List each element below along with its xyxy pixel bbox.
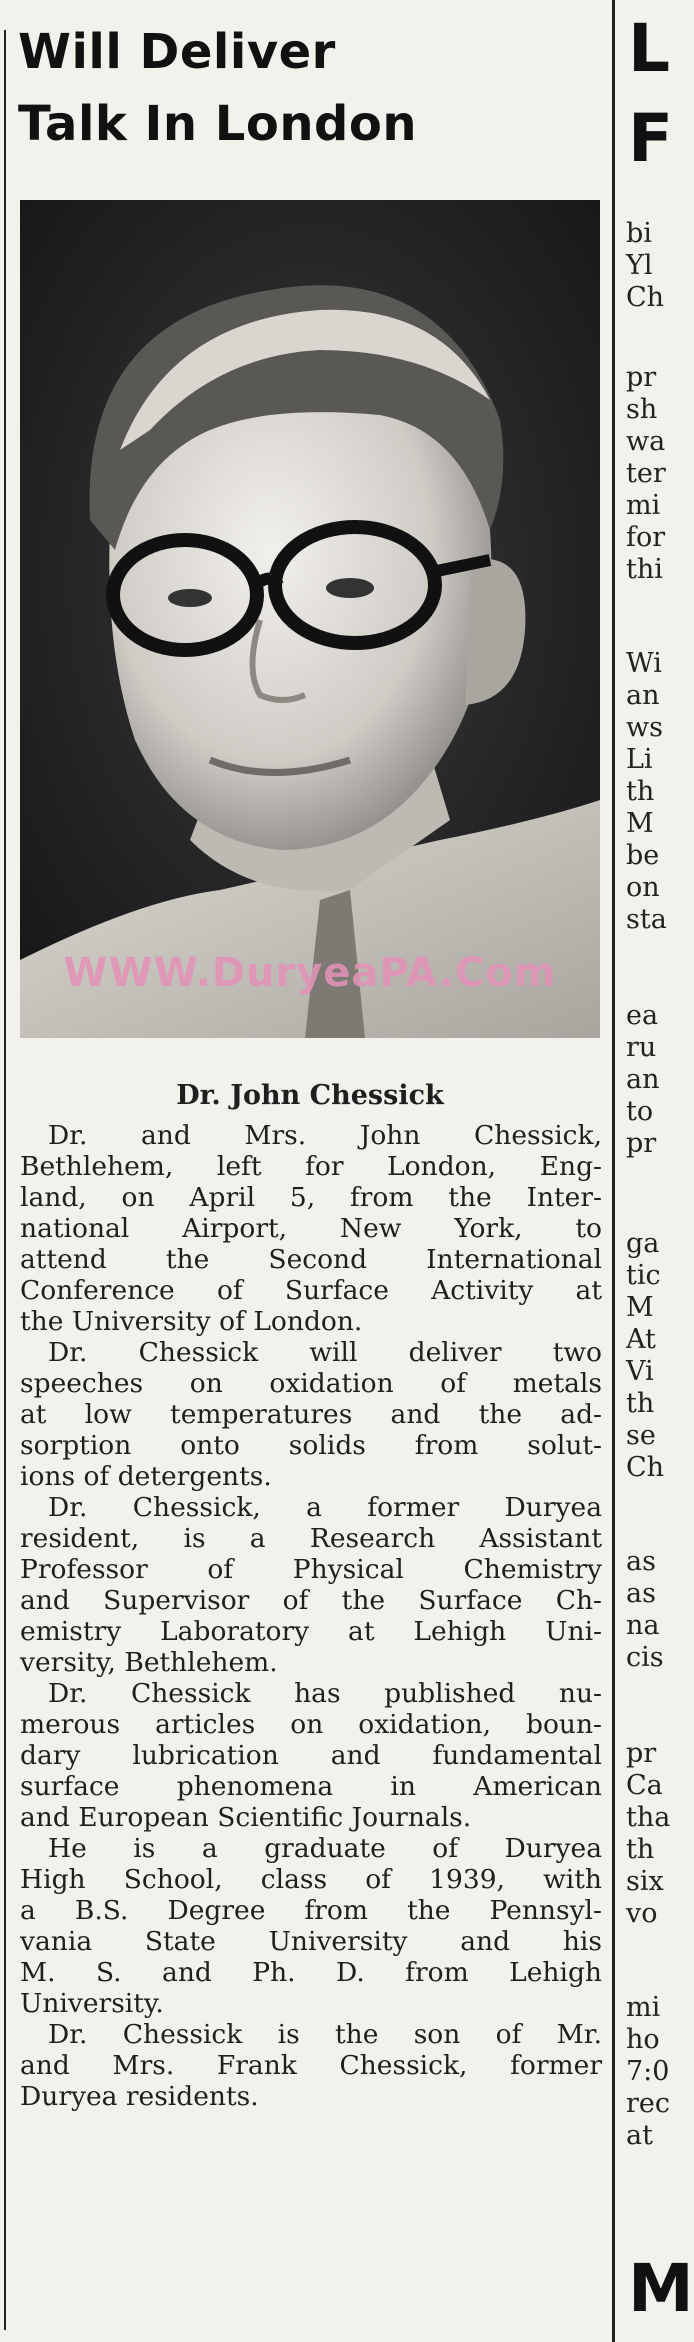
text-line: sorption onto solids from solut- <box>20 1430 602 1461</box>
paragraph-5 <box>20 1833 602 2019</box>
text-line: resident, is a Research Assistant <box>20 1523 602 1554</box>
text-line: Duryea residents. <box>20 2081 259 2112</box>
photo-caption: Dr. John Chessick <box>176 1080 444 1111</box>
text-line: and European Scientific Journals. <box>20 1802 472 1833</box>
text-line: vania State University and his <box>20 1926 602 1957</box>
left-column-rule <box>4 30 6 2330</box>
text-line: Dr. Chessick is the son of Mr. <box>48 2019 602 2050</box>
adjacent-text-fragment: ws <box>626 712 663 743</box>
headline-line-2: Talk In London <box>18 96 418 152</box>
headline <box>18 16 608 160</box>
adjacent-text-fragment: pr <box>626 362 657 393</box>
adjacent-text-fragment: At <box>626 1324 656 1355</box>
adjacent-text-fragment: mi <box>626 1992 661 2023</box>
adjacent-text-fragment: an <box>626 1064 660 1095</box>
adjacent-text-fragment: on <box>626 872 660 903</box>
adjacent-text-fragment: Yl <box>626 250 653 281</box>
adjacent-text-fragment: pr <box>626 1128 657 1159</box>
adjacent-text-fragment: ru <box>626 1032 657 1063</box>
adjacent-text-fragment: an <box>626 680 660 711</box>
adjacent-text-fragment: be <box>626 840 660 871</box>
article-body <box>20 1120 602 2112</box>
adjacent-text-fragment: th <box>626 776 655 807</box>
text-line: Dr. and Mrs. John Chessick, <box>48 1120 602 1151</box>
adjacent-text-fragment: 7:0 <box>626 2056 670 2087</box>
text-line: land, on April 5, from the Inter- <box>20 1182 602 1213</box>
adjacent-text-fragment: tha <box>626 1802 671 1833</box>
text-line: national Airport, New York, to <box>20 1213 602 1244</box>
text-line: emistry Laboratory at Lehigh Uni- <box>20 1616 602 1647</box>
adjacent-text-fragment: th <box>626 1834 655 1865</box>
adjacent-text-fragment: Vi <box>626 1356 654 1387</box>
adjacent-text-fragment: ea <box>626 1000 659 1031</box>
text-line: Dr. Chessick has published nu- <box>48 1678 602 1709</box>
text-line: Bethlehem, left for London, Eng- <box>20 1151 602 1182</box>
watermark: WWW.DuryeaPA.Com <box>63 950 557 996</box>
portrait-photo <box>20 200 600 1038</box>
adjacent-text-fragment: ga <box>626 1228 660 1259</box>
text-line: a B.S. Degree from the Pennsyl- <box>20 1895 602 1926</box>
adjacent-text-fragment: Li <box>626 744 653 775</box>
paragraph-1 <box>20 1120 602 1337</box>
paragraph-4 <box>20 1678 602 1833</box>
paragraph-2 <box>20 1337 602 1492</box>
adjacent-text-fragment: sh <box>626 394 658 425</box>
paragraph-6 <box>20 2019 602 2112</box>
adjacent-text-fragment: thi <box>626 554 663 585</box>
text-line: Professor of Physical Chemistry <box>20 1554 602 1585</box>
adjacent-text-fragment: se <box>626 1420 656 1451</box>
text-line: M. S. and Ph. D. from Lehigh <box>20 1957 602 1988</box>
adjacent-text-fragment: cis <box>626 1642 664 1673</box>
adjacent-text-fragment: Ca <box>626 1770 663 1801</box>
adjacent-text-fragment: pr <box>626 1738 657 1769</box>
text-line: versity, Bethlehem. <box>20 1647 278 1678</box>
text-line: the University of London. <box>20 1306 363 1337</box>
adjacent-text-fragment: rec <box>626 2088 671 2119</box>
text-line: speeches on oxidation of metals <box>20 1368 602 1399</box>
text-line: at low temperatures and the ad- <box>20 1399 602 1430</box>
text-line: High School, class of 1939, with <box>20 1864 602 1895</box>
text-line: He is a graduate of Duryea <box>48 1833 602 1864</box>
adjacent-text-fragment: Ch <box>626 282 665 313</box>
text-line: and Mrs. Frank Chessick, former <box>20 2050 602 2081</box>
adjacent-text-fragment: M <box>626 1292 654 1323</box>
text-line: Conference of Surface Activity at <box>20 1275 602 1306</box>
adjacent-text-fragment: vo <box>626 1898 658 1929</box>
adjacent-text-fragment: as <box>626 1546 656 1577</box>
headline-line-1: Will Deliver <box>18 24 336 80</box>
adjacent-text-fragment: Wi <box>626 648 662 679</box>
text-line: ions of detergents. <box>20 1461 272 1492</box>
text-line: Dr. Chessick will deliver two <box>48 1337 602 1368</box>
adjacent-text-fragment: tic <box>626 1260 661 1291</box>
text-line: University. <box>20 1988 164 2019</box>
adjacent-text-fragment: to <box>626 1096 654 1127</box>
text-line: attend the Second International <box>20 1244 602 1275</box>
adjacent-text-fragment: ter <box>626 458 666 489</box>
adjacent-text-fragment: na <box>626 1610 660 1641</box>
adjacent-headline-1: L <box>628 10 671 87</box>
paragraph-3 <box>20 1492 602 1678</box>
adjacent-text-fragment: at <box>626 2120 653 2151</box>
adjacent-text-fragment: M <box>626 808 654 839</box>
adjacent-text-fragment: wa <box>626 426 666 457</box>
adjacent-text-fragment: bi <box>626 218 652 249</box>
adjacent-text-fragment: ho <box>626 2024 660 2055</box>
column-divider <box>612 0 615 2342</box>
adjacent-text-fragment: th <box>626 1388 655 1419</box>
portrait-illustration <box>20 200 600 1038</box>
adjacent-text-fragment: as <box>626 1578 656 1609</box>
text-line: surface phenomena in American <box>20 1771 602 1802</box>
adjacent-article-column <box>622 0 694 2342</box>
adjacent-text-fragment: for <box>626 522 666 553</box>
adjacent-text-fragment: sta <box>626 904 667 935</box>
text-line: Dr. Chessick, a former Duryea <box>48 1492 602 1523</box>
adjacent-headline-3: M <box>628 2250 694 2327</box>
adjacent-text-fragment: six <box>626 1866 664 1897</box>
adjacent-headline-2: F <box>628 100 674 177</box>
adjacent-text-fragment: mi <box>626 490 661 521</box>
adjacent-text-fragment: Ch <box>626 1452 665 1483</box>
text-line: merous articles on oxidation, boun- <box>20 1709 602 1740</box>
text-line: and Supervisor of the Surface Ch- <box>20 1585 602 1616</box>
text-line: dary lubrication and fundamental <box>20 1740 602 1771</box>
